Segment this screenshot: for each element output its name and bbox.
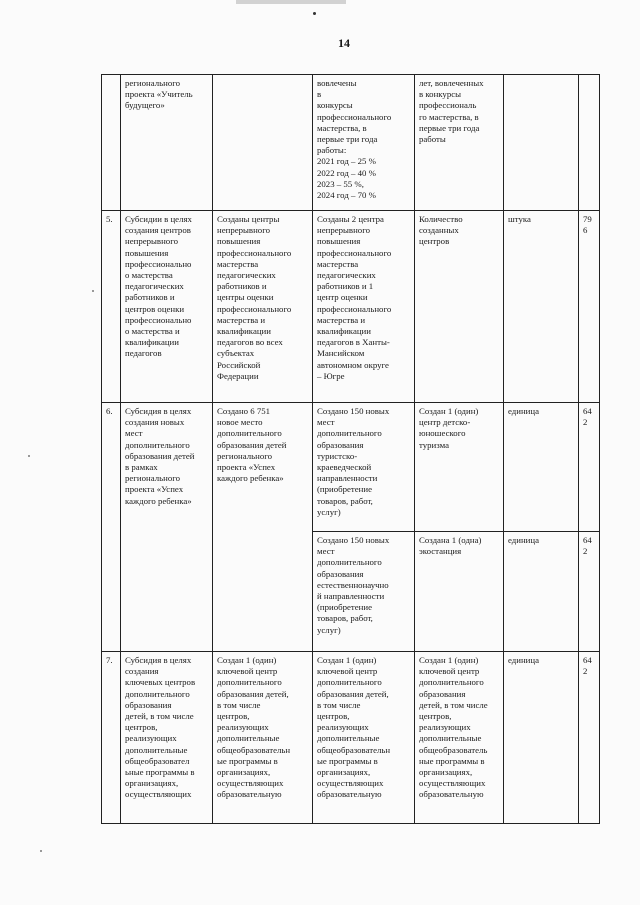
- federal-result-cell: Создан 1 (один) ключевой центр дополнительного образования детей, в том числе центров, реализующих дополнительные общеобразовательн ые программы в организациях, осуществляющих образовательную: [213, 652, 313, 824]
- code-cell: [579, 75, 600, 211]
- indicator-cell: Создана 1 (одна) экостанция: [415, 532, 504, 652]
- table-row: [102, 211, 600, 403]
- event-name-cell: Субсидия в целях создания новых мест дополнительного образования детей в рамках регионального проекта «Успех каждого ребенка»: [121, 403, 213, 652]
- indicator-cell: Создан 1 (один) ключевой центр дополнительного образования детей, в том числе центров, реализующих дополнительные общеобразователь ные программы в организациях, осуществляющих образовательную: [415, 652, 504, 824]
- event-name-cell: Субсидия в целях создания ключевых центров дополнительного образования детей, в том числе центров, реализующих дополнительные общеобразовател ьные программы в организациях, осуществляющих: [121, 652, 213, 824]
- document-table: [101, 74, 600, 824]
- row-number: [102, 75, 121, 211]
- table-row: [102, 403, 600, 532]
- code-cell: 642: [579, 532, 600, 652]
- federal-result-cell: Создано 6 751 новое место дополнительного образования детей регионального проекта «Успех каждого ребенка»: [213, 403, 313, 652]
- row-number: 6.: [102, 403, 121, 652]
- table-row: [102, 75, 600, 211]
- unit-cell: единица: [504, 652, 579, 824]
- scan-dot: [313, 12, 316, 15]
- page-number: 14: [338, 36, 350, 50]
- regional-result-cell: Создано 150 новых мест дополнительного образования туристско- краеведческой направленности (приобретение товаров, работ, услуг): [313, 403, 415, 532]
- regional-result-cell: Создано 150 новых мест дополнительного образования естественнонаучно й направленности (приобретение товаров, работ, услуг): [313, 532, 415, 652]
- indicator-cell: лет, вовлеченных в конкурсы профессиональ го мастерства, в первые три года работы: [415, 75, 504, 211]
- unit-cell: [504, 75, 579, 211]
- federal-result-cell: Созданы центры непрерывного повышения профессионального мастерства педагогических работников и центры оценки профессионального мастерства и квалификации педагогов во всех субъектах Российской Федерации: [213, 211, 313, 403]
- federal-result-cell: [213, 75, 313, 211]
- code-cell: 796: [579, 211, 600, 403]
- margin-mark: [28, 455, 30, 457]
- unit-cell: штука: [504, 211, 579, 403]
- unit-cell: единица: [504, 403, 579, 532]
- margin-mark: [40, 850, 42, 852]
- indicator-cell: Количество созданных центров: [415, 211, 504, 403]
- event-name-cell: Субсидии в целях создания центров непрерывного повышения профессионально о мастерства педагогических работников и центров оценки профессионально о мастерства и квалификации педагогов: [121, 211, 213, 403]
- margin-mark: [92, 290, 94, 292]
- regional-result-cell: Создан 1 (один) ключевой центр дополнительного образования детей, в том числе центров, реализующих дополнительные общеобразовательн ые программы в организациях, осуществляющих образовательную: [313, 652, 415, 824]
- table-row: [102, 652, 600, 824]
- code-cell: 642: [579, 403, 600, 532]
- row-number: 7.: [102, 652, 121, 824]
- regional-result-cell: Созданы 2 центра непрерывного повышения профессионального мастерства педагогических работников и 1 центр оценки профессионального мастерства и квалификации педагогов в Ханты- Мансийском автономном округе – Югре: [313, 211, 415, 403]
- indicator-cell: Создан 1 (один) центр детско- юношеского туризма: [415, 403, 504, 532]
- row-number: 5.: [102, 211, 121, 403]
- scan-smudge: [236, 0, 346, 4]
- regional-result-cell: вовлечены в конкурсы профессионального мастерства, в первые три года работы: 2021 год – 25 % 2022 год – 40 % 2023 – 55 %, 2024 год – 70 %: [313, 75, 415, 211]
- code-cell: 642: [579, 652, 600, 824]
- unit-cell: единица: [504, 532, 579, 652]
- event-name-cell: регионального проекта «Учитель будущего»: [121, 75, 213, 211]
